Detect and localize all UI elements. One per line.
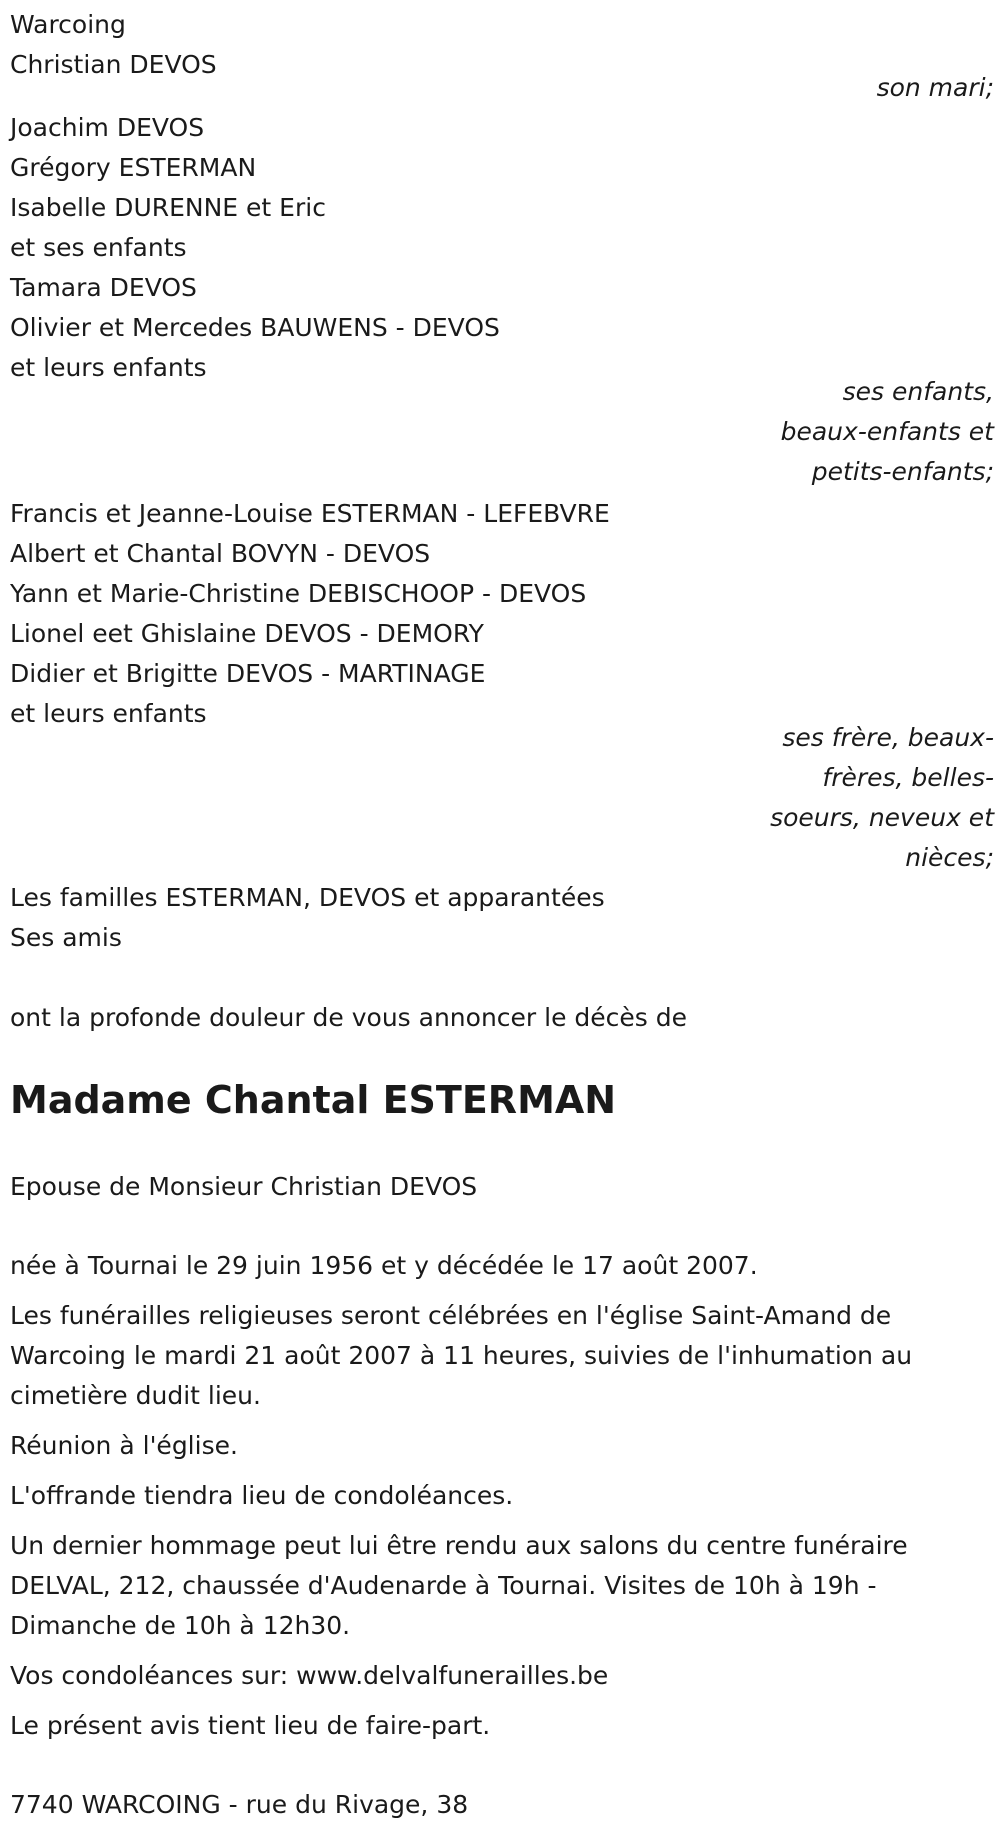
condolences-paragraph: Vos condoléances sur: www.delvalfunerailles.be [10,1661,609,1690]
family-name-line: Christian DEVOS [10,50,217,79]
family-name-line: Yann et Marie-Christine DEBISCHOOP - DEVOS [10,579,587,608]
family-name-line: et ses enfants [10,233,187,262]
deceased-name: Madame Chantal ESTERMAN [10,1078,617,1122]
tribute-paragraph: Un dernier hommage peut lui être rendu aux salons du centre funéraire DELVAL, 212, chaussée d'Audenarde à Tournai. Visites de 10h à 19h - Dimanche de 10h à 12h30. [10,1531,908,1640]
location-header: Warcoing [10,10,126,39]
friends-line: Ses amis [10,923,122,952]
birth-death-paragraph: née à Tournai le 29 juin 1956 et y décédée le 17 août 2007. [10,1251,758,1280]
family-name-line: Joachim DEVOS [10,113,205,142]
family-name-line: Isabelle DURENNE et Eric [10,193,326,222]
family-name-line: Albert et Chantal BOVYN - DEVOS [10,539,431,568]
announcement-text: ont la profonde douleur de vous annoncer le décès de [10,1003,688,1032]
address: 7740 WARCOING - rue du Rivage, 38 [10,1790,469,1819]
family-name-line: et leurs enfants [10,699,207,728]
funeral-paragraph: Les funérailles religieuses seront célébrées en l'église Saint-Amand de Warcoing le mardi 21 août 2007 à 11 heures, suivies de l'inhumation au cimetière dudit lieu. [10,1301,913,1410]
family-name-line: Lionel eet Ghislaine DEVOS - DEMORY [10,619,484,648]
notice-paragraph: Le présent avis tient lieu de faire-part. [10,1711,491,1740]
offering-paragraph: L'offrande tiendra lieu de condoléances. [10,1481,514,1510]
relationship-label: ses enfants, beaux-enfants et petits-enfants; [780,377,994,486]
family-name-line: Francis et Jeanne-Louise ESTERMAN - LEFEBVRE [10,499,610,528]
relationship-label: son mari; [876,73,994,102]
families-line: Les familles ESTERMAN, DEVOS et apparantées [10,883,605,912]
family-name-line: et leurs enfants [10,353,207,382]
family-name-line: Tamara DEVOS [10,273,197,302]
family-name-line: Olivier et Mercedes BAUWENS - DEVOS [10,313,500,342]
family-name-line: Grégory ESTERMAN [10,153,257,182]
meeting-paragraph: Réunion à l'église. [10,1431,238,1460]
spouse-line: Epouse de Monsieur Christian DEVOS [10,1172,478,1201]
family-name-line: Didier et Brigitte DEVOS - MARTINAGE [10,659,486,688]
relationship-label: ses frère, beaux-frères, belles-soeurs, neveux et nièces; [770,723,994,872]
